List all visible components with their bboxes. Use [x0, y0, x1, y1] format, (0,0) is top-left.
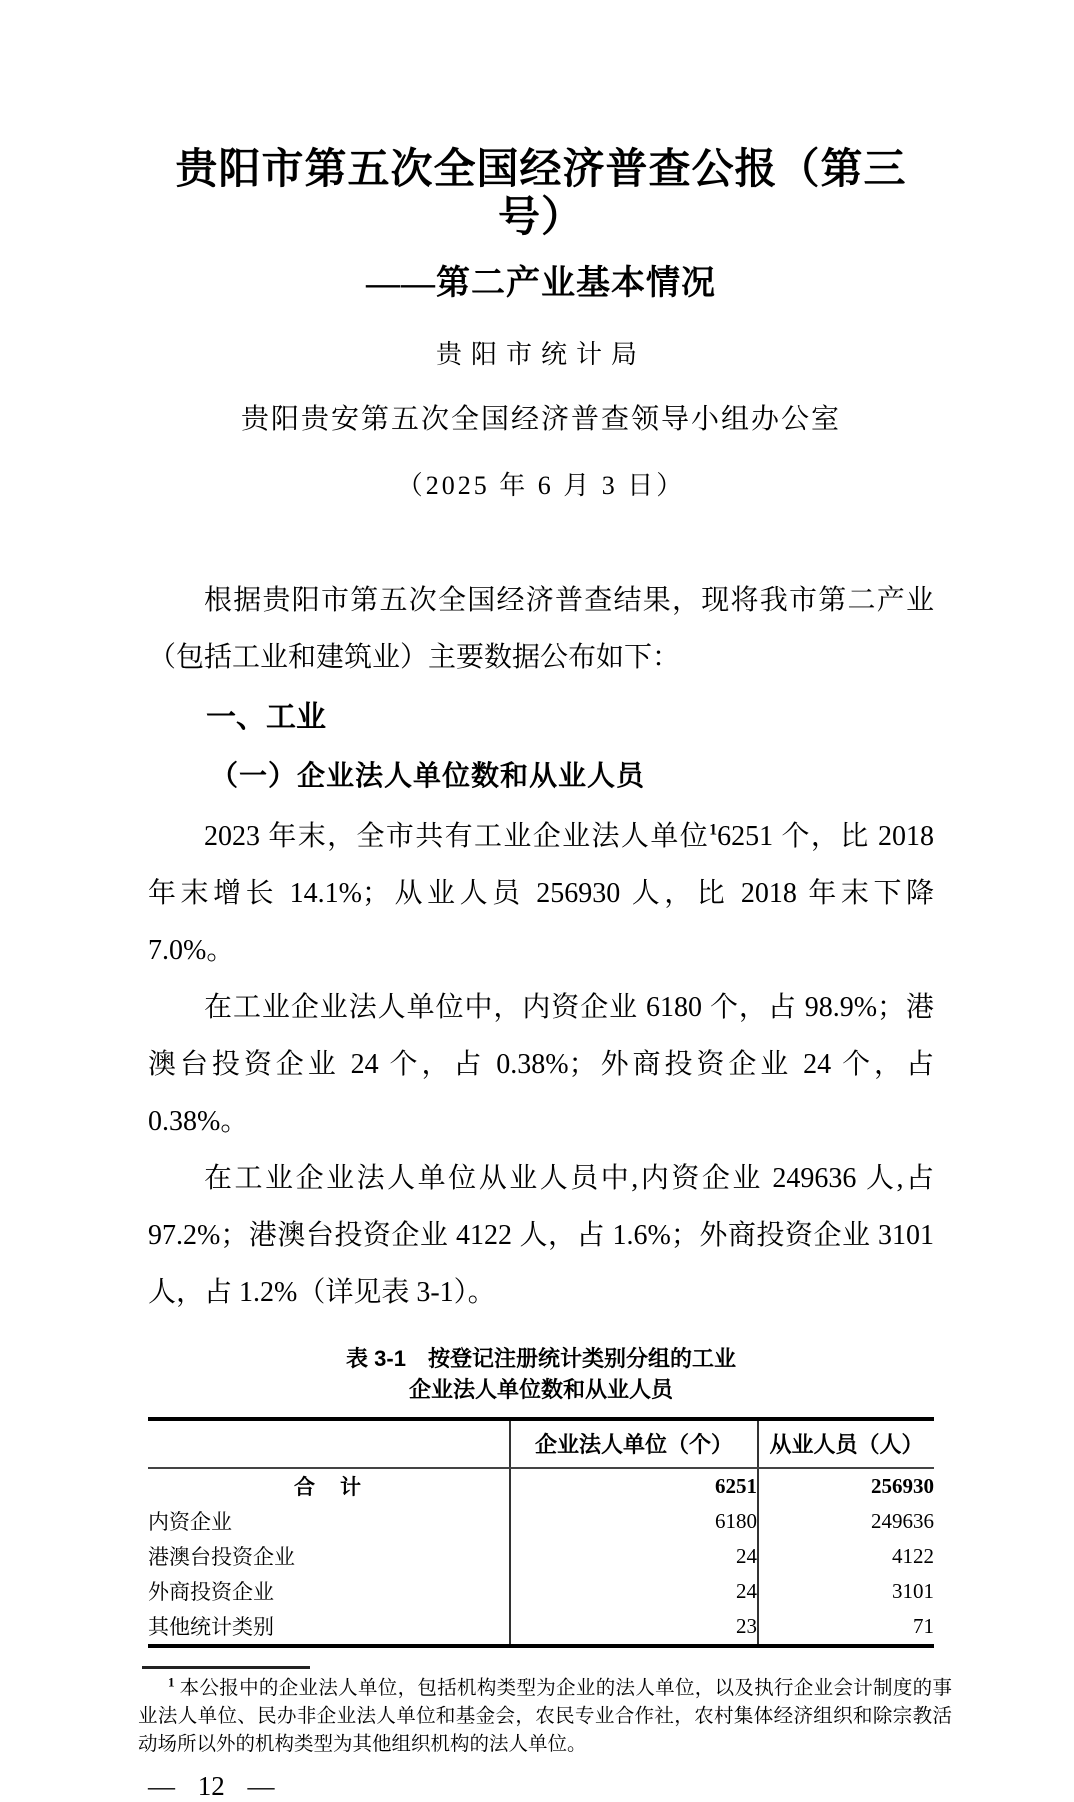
- table-row-total: [148, 1468, 934, 1504]
- table-3-1: [148, 1417, 934, 1648]
- paragraph-unit-composition: 在工业企业法人单位中，内资企业 6180 个，占 98.9%；港澳台投资企业 24 个，占 0.38%；外商投资企业 24 个，占 0.38%。: [148, 991, 934, 1137]
- row-employees-value: 249636: [758, 1504, 934, 1539]
- row-label: 外商投资企业: [148, 1580, 274, 1605]
- row-label: 港澳台投资企业: [148, 1545, 295, 1570]
- header-category: [148, 1419, 510, 1468]
- row-units-value: 6251: [510, 1468, 758, 1504]
- table-row-foreign: [148, 1574, 934, 1609]
- table-row-domestic: [148, 1504, 934, 1539]
- paragraph-unit-counts-post: 6251 个，比 2018 年末增长 14.1%；从业人员 256930 人，比 2018 年末下降 7.0%。: [148, 820, 934, 966]
- subsection-heading-legal-units: （一）企业法人单位数和从业人员: [210, 760, 646, 792]
- row-units-value: 24: [510, 1539, 758, 1574]
- row-units-value: 23: [510, 1609, 758, 1646]
- page-number: — 12 —: [148, 1770, 275, 1801]
- row-label: 内资企业: [148, 1510, 232, 1535]
- footnote-body: 本公报中的企业法人单位，包括机构类型为企业的法人单位，以及执行企业会计制度的事业法人单位、民办非企业法人单位和基金会，农民专业合作社，农村集体经济组织和除宗教活动场所以外的机构类型为其他组织机构的法人单位。: [138, 1677, 952, 1755]
- row-label: 其他统计类别: [148, 1615, 274, 1640]
- intro-paragraph: 根据贵阳市第五次全国经济普查结果，现将我市第二产业（包括工业和建筑业）主要数据公布如下：: [148, 584, 934, 673]
- row-units-value: 24: [510, 1574, 758, 1609]
- header-employees: 从业人员（人）: [758, 1419, 934, 1468]
- paragraph-employee-composition: 在工业企业法人单位从业人员中,内资企业 249636 人,占 97.2%；港澳台投资企业 4122 人，占 1.6%；外商投资企业 3101 人，占 1.2%（详见表 3-1）。: [148, 1162, 934, 1308]
- footnote-text: [138, 1675, 952, 1759]
- table-title: [148, 1343, 934, 1405]
- header-legal-units: 企业法人单位（个）: [510, 1419, 758, 1468]
- footnote-number: 1: [168, 1674, 175, 1690]
- footnote-reference-mark: 1: [709, 821, 718, 839]
- row-employees-value: 3101: [758, 1574, 934, 1609]
- row-units-value: 6180: [510, 1504, 758, 1539]
- document-subtitle: ——第二产业基本情况: [366, 264, 716, 302]
- paragraph-unit-counts-pre: 2023 年末，全市共有工业企业法人单位: [204, 820, 710, 852]
- row-label: 合 计: [294, 1475, 363, 1500]
- table-title-line2: 企业法人单位数和从业人员: [408, 1376, 673, 1402]
- table-row-other: [148, 1609, 934, 1646]
- issuing-org-statistics-bureau: 贵阳市统计局: [435, 339, 646, 369]
- document-title: 贵阳市第五次全国经济普查公报（第三号）: [175, 147, 907, 242]
- row-employees-value: 71: [758, 1609, 934, 1646]
- issuing-org-census-office: 贵阳贵安第五次全国经济普查领导小组办公室: [240, 403, 841, 435]
- row-employees-value: 256930: [758, 1468, 934, 1504]
- publish-date: （2025 年 6 月 3 日）: [396, 470, 686, 500]
- footnote-separator: [142, 1666, 310, 1669]
- table-row-hk-macao-taiwan: [148, 1539, 934, 1574]
- table-title-line1: 表 3-1 按登记注册统计类别分组的工业: [346, 1345, 736, 1371]
- paragraph-unit-counts: [148, 808, 934, 979]
- row-employees-value: 4122: [758, 1539, 934, 1574]
- section-heading-industry: 一、工业: [206, 700, 326, 734]
- table-header-row: [148, 1419, 934, 1468]
